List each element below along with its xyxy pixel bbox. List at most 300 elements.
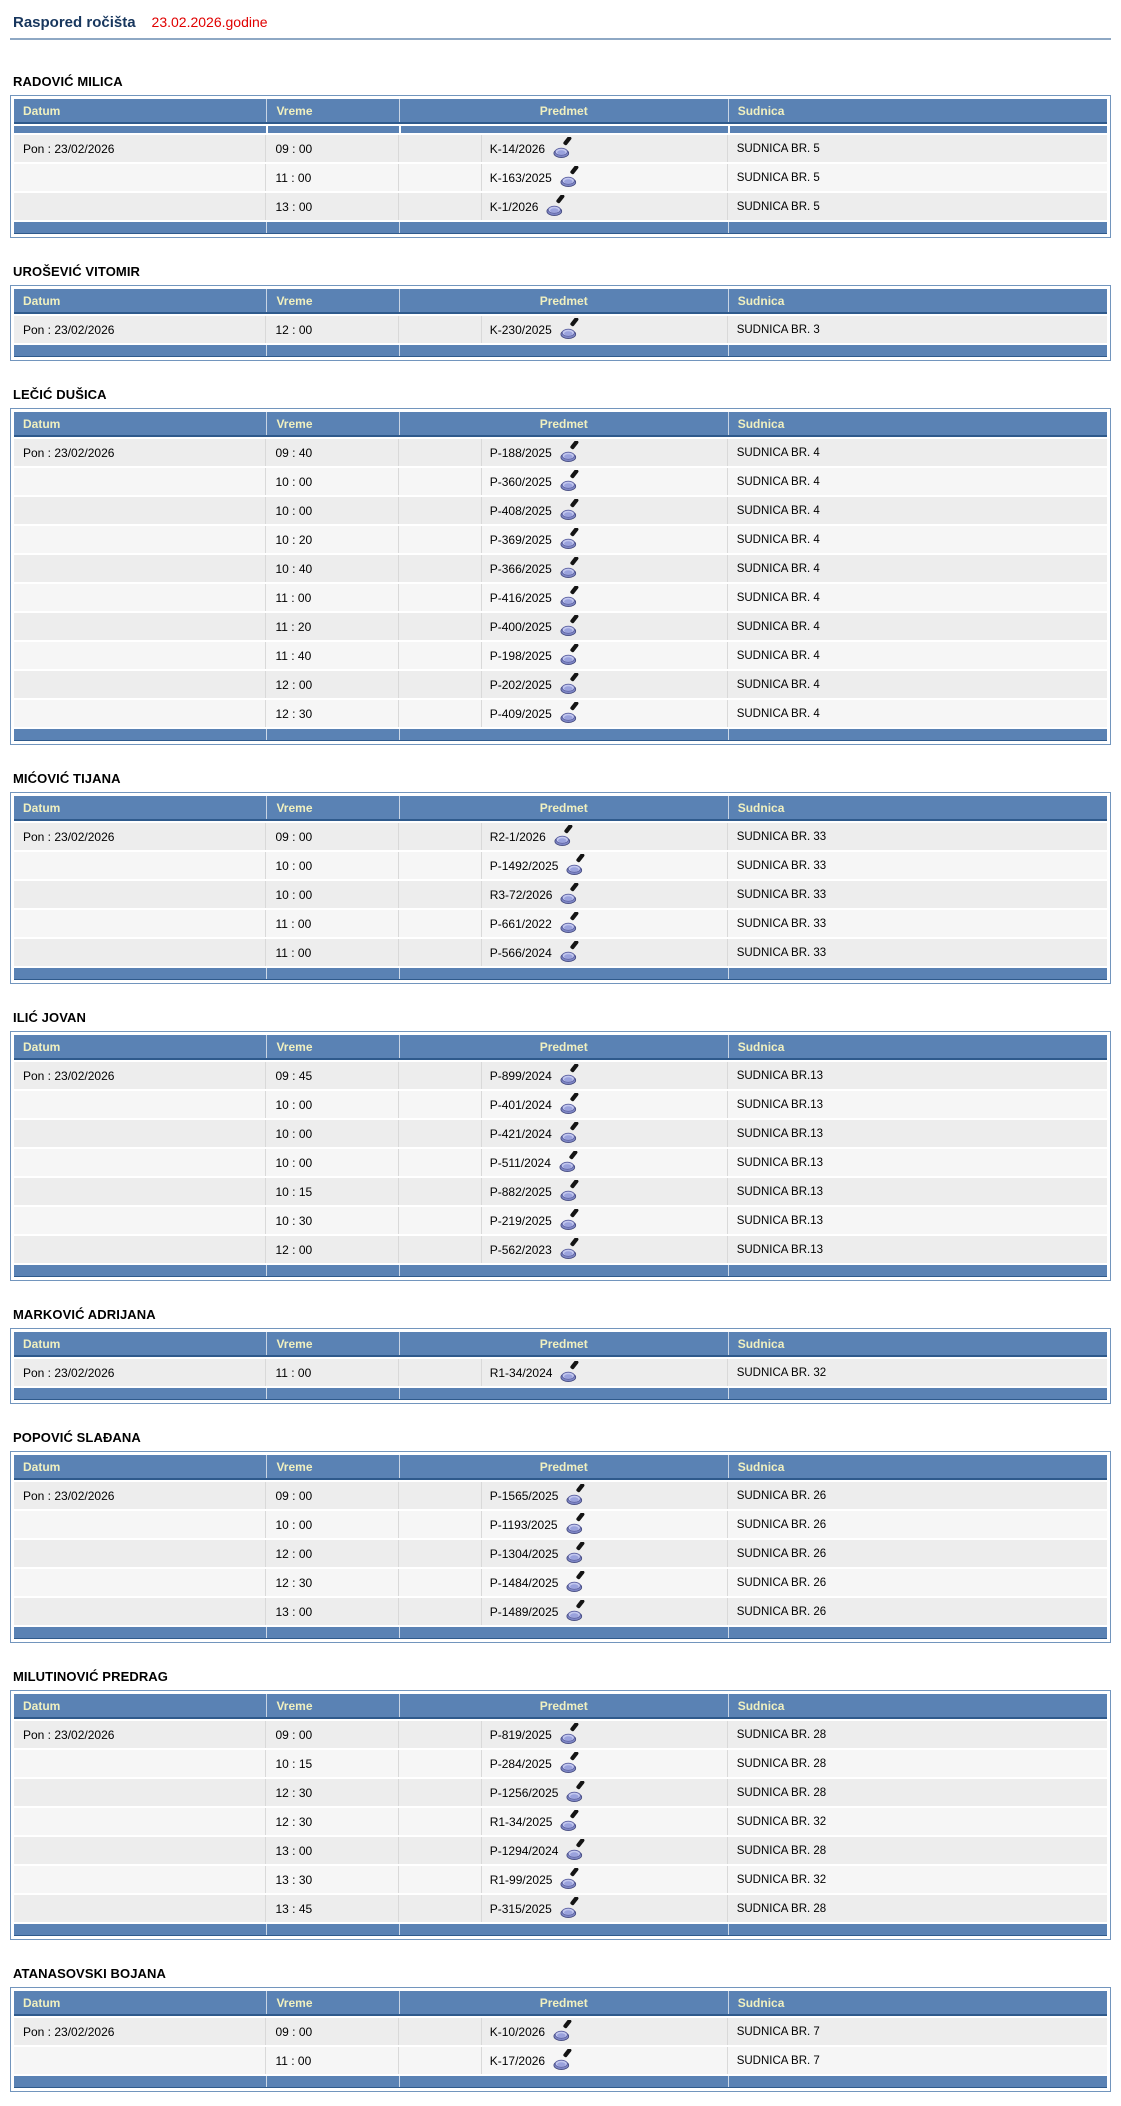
- cell-sudnica: SUDNICA BR. 26: [728, 1482, 1107, 1509]
- column-header-sudnica: Sudnica: [728, 99, 1107, 122]
- column-header-datum: Datum: [23, 104, 61, 118]
- case-number: P-409/2025: [489, 706, 552, 721]
- cell-sudnica: SUDNICA BR. 4: [728, 526, 1107, 553]
- cell-datum: [14, 1598, 266, 1625]
- cell-sudnica: SUDNICA BR. 5: [728, 135, 1107, 162]
- table-row: [14, 191, 1107, 220]
- column-header-vreme: Vreme: [266, 289, 398, 312]
- cell-sudnica: SUDNICA BR. 33: [728, 910, 1107, 937]
- judge-section: [10, 264, 1111, 361]
- cell-predmet: [399, 1750, 728, 1777]
- stamp-icon[interactable]: [559, 448, 579, 458]
- stamp-icon[interactable]: [552, 2056, 572, 2066]
- table-header-row: [14, 796, 1107, 821]
- cell-sudnica: SUDNICA BR. 26: [728, 1598, 1107, 1625]
- case-number: P-1489/2025: [489, 1604, 559, 1619]
- table-row: [14, 1806, 1107, 1835]
- predmet-spacer: [399, 939, 482, 966]
- table-row: [14, 524, 1107, 553]
- stamp-icon[interactable]: [559, 919, 579, 929]
- cell-sudnica: SUDNICA BR.13: [728, 1120, 1107, 1147]
- cell-vreme: 13 : 00: [266, 193, 398, 220]
- table-row: [14, 698, 1107, 727]
- cell-vreme: 11 : 00: [266, 164, 398, 191]
- case-number: P-899/2024: [489, 1068, 552, 1083]
- stamp-icon[interactable]: [559, 651, 579, 661]
- cell-predmet: [399, 642, 728, 669]
- cell-datum: [14, 1149, 266, 1176]
- cell-datum: [14, 1511, 266, 1538]
- table-row: [14, 1748, 1107, 1777]
- judge-section: [10, 1307, 1111, 1404]
- case-number: P-284/2025: [489, 1756, 552, 1771]
- cell-sudnica: SUDNICA BR. 28: [728, 1895, 1107, 1922]
- cell-predmet: [399, 135, 728, 162]
- cell-datum: [14, 1866, 266, 1893]
- stamp-icon[interactable]: [559, 1875, 579, 1885]
- judge-name: POPOVIĆ SLAĐANA: [13, 1430, 141, 1445]
- cell-datum: [14, 642, 266, 669]
- cell-vreme: 10 : 20: [266, 526, 398, 553]
- predmet-spacer: [399, 164, 482, 191]
- judge-section: [10, 74, 1111, 238]
- cell-vreme: 10 : 00: [266, 1120, 398, 1147]
- cell-datum: [14, 526, 266, 553]
- cell-datum: Pon : 23/02/2026: [14, 1721, 266, 1748]
- stamp-icon[interactable]: [559, 593, 579, 603]
- table-row: [14, 1234, 1107, 1263]
- cell-sudnica: SUDNICA BR.13: [728, 1207, 1107, 1234]
- case-number: P-661/2022: [489, 916, 552, 931]
- table-row: [14, 1176, 1107, 1205]
- cell-vreme: 09 : 40: [266, 439, 398, 466]
- cell-sudnica: SUDNICA BR.13: [728, 1149, 1107, 1176]
- table-row: [14, 937, 1107, 966]
- table-body: [14, 1060, 1107, 1263]
- cell-vreme: 10 : 00: [266, 497, 398, 524]
- cell-sudnica: SUDNICA BR. 32: [728, 1359, 1107, 1386]
- judge-name: MILUTINOVIĆ PREDRAG: [13, 1669, 169, 1684]
- schedule-table: [10, 1031, 1111, 1281]
- table-footer-strip: [14, 2076, 1107, 2088]
- table-row: [14, 1567, 1107, 1596]
- cell-vreme: 09 : 00: [266, 1482, 398, 1509]
- case-number: R1-99/2025: [489, 1872, 553, 1887]
- predmet-spacer: [399, 1779, 482, 1806]
- predmet-spacer: [399, 1866, 482, 1893]
- table-footer-strip: [14, 968, 1107, 980]
- cell-predmet: [399, 164, 728, 191]
- table-header-row: [14, 289, 1107, 314]
- cell-predmet: [399, 497, 728, 524]
- cell-datum: [14, 1091, 266, 1118]
- table-row: [14, 2045, 1107, 2074]
- cell-sudnica: SUDNICA BR.13: [728, 1091, 1107, 1118]
- table-footer-strip: [14, 345, 1107, 357]
- column-header-vreme: Vreme: [266, 1694, 398, 1717]
- schedule-table: [10, 1690, 1111, 1940]
- judge-name: UROŠEVIĆ VITOMIR: [13, 264, 141, 279]
- stamp-icon[interactable]: [559, 173, 579, 183]
- cell-sudnica: SUDNICA BR. 33: [728, 852, 1107, 879]
- cell-vreme: 10 : 00: [266, 1091, 398, 1118]
- cell-predmet: [399, 852, 728, 879]
- cell-sudnica: SUDNICA BR. 4: [728, 468, 1107, 495]
- judge-section: [10, 771, 1111, 984]
- cell-datum: [14, 700, 266, 727]
- cell-sudnica: SUDNICA BR. 26: [728, 1511, 1107, 1538]
- cell-vreme: 12 : 00: [266, 1540, 398, 1567]
- column-header-predmet: Predmet: [399, 99, 728, 122]
- cell-datum: [14, 939, 266, 966]
- schedule-table: [10, 792, 1111, 984]
- table-body: [14, 133, 1107, 220]
- cell-datum: [14, 1540, 266, 1567]
- cell-vreme: 09 : 00: [266, 1721, 398, 1748]
- stamp-icon[interactable]: [559, 948, 579, 958]
- cell-sudnica: SUDNICA BR. 28: [728, 1721, 1107, 1748]
- cell-predmet: [399, 1236, 728, 1263]
- case-number: P-1492/2025: [489, 858, 559, 873]
- table-row: [14, 162, 1107, 191]
- cell-datum: [14, 1236, 266, 1263]
- case-number: P-219/2025: [489, 1213, 552, 1228]
- cell-datum: [14, 1837, 266, 1864]
- case-number: P-202/2025: [489, 677, 552, 692]
- case-number: P-401/2024: [489, 1097, 552, 1112]
- predmet-spacer: [399, 1149, 482, 1176]
- judge-name: ATANASOVSKI BOJANA: [13, 1966, 166, 1981]
- table-body: [14, 1357, 1107, 1386]
- cell-sudnica: SUDNICA BR. 32: [728, 1866, 1107, 1893]
- predmet-spacer: [399, 852, 482, 879]
- cell-predmet: [399, 193, 728, 220]
- cell-vreme: 11 : 20: [266, 613, 398, 640]
- cell-sudnica: SUDNICA BR. 28: [728, 1837, 1107, 1864]
- cell-predmet: [399, 468, 728, 495]
- column-header-predmet: Predmet: [399, 289, 728, 312]
- predmet-spacer: [399, 1482, 482, 1509]
- table-row: [14, 553, 1107, 582]
- schedule-table: [10, 1328, 1111, 1404]
- case-number: P-416/2025: [489, 590, 552, 605]
- cell-predmet: [399, 1091, 728, 1118]
- stamp-icon[interactable]: [553, 832, 573, 842]
- schedule-table: [10, 95, 1111, 238]
- cell-vreme: 10 : 30: [266, 1207, 398, 1234]
- cell-vreme: 11 : 00: [266, 939, 398, 966]
- judge-name: LEČIĆ DUŠICA: [13, 387, 107, 402]
- table-row: [14, 1777, 1107, 1806]
- judge-name: RADOVIĆ MILICA: [13, 74, 123, 89]
- stamp-icon[interactable]: [559, 1904, 579, 1914]
- column-header-sudnica: Sudnica: [728, 1035, 1107, 1058]
- cell-predmet: [399, 1721, 728, 1748]
- table-row: [14, 669, 1107, 698]
- cell-vreme: 12 : 30: [266, 1779, 398, 1806]
- cell-vreme: 11 : 00: [266, 2047, 398, 2074]
- table-row: [14, 1118, 1107, 1147]
- sections-container: [10, 74, 1111, 2092]
- case-number: R3-72/2026: [489, 887, 553, 902]
- cell-datum: [14, 1207, 266, 1234]
- table-header-row: [14, 1035, 1107, 1060]
- column-header-datum: Datum: [23, 1040, 61, 1054]
- cell-vreme: 13 : 00: [266, 1598, 398, 1625]
- table-row: [14, 1538, 1107, 1567]
- case-number: P-1565/2025: [489, 1488, 559, 1503]
- judge-section: [10, 1669, 1111, 1940]
- predmet-spacer: [399, 1721, 482, 1748]
- table-body: [14, 2016, 1107, 2074]
- stamp-icon[interactable]: [565, 861, 585, 871]
- table-body: [14, 314, 1107, 343]
- stamp-icon[interactable]: [559, 1730, 579, 1740]
- case-number: R2-1/2026: [489, 829, 546, 844]
- cell-datum: [14, 1895, 266, 1922]
- predmet-spacer: [399, 613, 482, 640]
- cell-predmet: [399, 584, 728, 611]
- table-row: [14, 850, 1107, 879]
- predmet-spacer: [399, 1091, 482, 1118]
- stamp-icon[interactable]: [559, 1071, 579, 1081]
- cell-sudnica: SUDNICA BR. 4: [728, 555, 1107, 582]
- cell-vreme: 12 : 30: [266, 700, 398, 727]
- case-number: P-566/2024: [489, 945, 552, 960]
- predmet-spacer: [399, 1178, 482, 1205]
- column-header-datum: Datum: [23, 1996, 61, 2010]
- case-number: P-1294/2024: [489, 1843, 559, 1858]
- predmet-spacer: [399, 2018, 482, 2045]
- cell-vreme: 09 : 00: [266, 2018, 398, 2045]
- stamp-icon[interactable]: [559, 1817, 579, 1827]
- case-number: R1-34/2024: [489, 1365, 553, 1380]
- cell-predmet: [399, 439, 728, 466]
- stamp-icon[interactable]: [559, 1216, 579, 1226]
- cell-datum: Pon : 23/02/2026: [14, 316, 266, 343]
- cell-vreme: 12 : 30: [266, 1569, 398, 1596]
- table-footer-strip: [14, 222, 1107, 234]
- predmet-spacer: [399, 642, 482, 669]
- predmet-spacer: [399, 1808, 482, 1835]
- column-header-sudnica: Sudnica: [728, 1332, 1107, 1355]
- table-header-row: [14, 1991, 1107, 2016]
- cell-sudnica: SUDNICA BR.13: [728, 1178, 1107, 1205]
- predmet-spacer: [399, 700, 482, 727]
- table-row: [14, 1509, 1107, 1538]
- column-header-predmet: Predmet: [399, 796, 728, 819]
- case-number: P-369/2025: [489, 532, 552, 547]
- cell-sudnica: SUDNICA BR. 33: [728, 881, 1107, 908]
- predmet-spacer: [399, 468, 482, 495]
- stamp-icon[interactable]: [552, 144, 572, 154]
- table-row: [14, 1893, 1107, 1922]
- stamp-icon[interactable]: [559, 1100, 579, 1110]
- column-header-sudnica: Sudnica: [728, 796, 1107, 819]
- cell-vreme: 11 : 00: [266, 584, 398, 611]
- column-header-vreme: Vreme: [266, 1035, 398, 1058]
- table-row: [14, 1480, 1107, 1509]
- stamp-icon[interactable]: [565, 1846, 585, 1856]
- header-subrow-strip: [14, 126, 1107, 133]
- column-header-datum: Datum: [23, 417, 61, 431]
- stamp-icon[interactable]: [565, 1607, 585, 1617]
- table-row: [14, 1719, 1107, 1748]
- cell-vreme: 11 : 00: [266, 1359, 398, 1386]
- cell-datum: [14, 613, 266, 640]
- table-header-row: [14, 1694, 1107, 1719]
- cell-vreme: 12 : 00: [266, 1236, 398, 1263]
- cell-sudnica: SUDNICA BR. 4: [728, 671, 1107, 698]
- predmet-spacer: [399, 555, 482, 582]
- table-header-row: [14, 99, 1107, 124]
- table-body: [14, 1719, 1107, 1922]
- stamp-icon[interactable]: [558, 1158, 578, 1168]
- table-row: [14, 133, 1107, 162]
- cell-datum: [14, 910, 266, 937]
- cell-datum: [14, 2047, 266, 2074]
- stamp-icon[interactable]: [559, 564, 579, 574]
- table-header-row: [14, 1332, 1107, 1357]
- stamp-icon[interactable]: [559, 325, 579, 335]
- table-row: [14, 611, 1107, 640]
- cell-datum: [14, 1178, 266, 1205]
- cell-vreme: 10 : 40: [266, 555, 398, 582]
- stamp-icon[interactable]: [559, 1129, 579, 1139]
- cell-datum: Pon : 23/02/2026: [14, 823, 266, 850]
- table-row: [14, 1357, 1107, 1386]
- table-row: [14, 437, 1107, 466]
- cell-sudnica: SUDNICA BR.13: [728, 1062, 1107, 1089]
- cell-sudnica: SUDNICA BR. 4: [728, 642, 1107, 669]
- table-footer-strip: [14, 729, 1107, 741]
- cell-datum: Pon : 23/02/2026: [14, 135, 266, 162]
- cell-vreme: 09 : 00: [266, 135, 398, 162]
- predmet-spacer: [399, 1207, 482, 1234]
- stamp-icon[interactable]: [545, 202, 565, 212]
- predmet-spacer: [399, 881, 482, 908]
- predmet-spacer: [399, 526, 482, 553]
- column-header-predmet: Predmet: [399, 1991, 728, 2014]
- cell-sudnica: SUDNICA BR. 7: [728, 2018, 1107, 2045]
- stamp-icon[interactable]: [559, 890, 579, 900]
- predmet-spacer: [399, 1895, 482, 1922]
- predmet-spacer: [399, 1569, 482, 1596]
- cell-predmet: [399, 2018, 728, 2045]
- table-row: [14, 908, 1107, 937]
- cell-sudnica: SUDNICA BR. 5: [728, 193, 1107, 220]
- predmet-spacer: [399, 671, 482, 698]
- column-header-datum: Datum: [23, 801, 61, 815]
- cell-vreme: 10 : 00: [266, 468, 398, 495]
- cell-datum: [14, 1808, 266, 1835]
- cell-predmet: [399, 823, 728, 850]
- case-number: P-1484/2025: [489, 1575, 559, 1590]
- case-number: P-366/2025: [489, 561, 552, 576]
- cell-sudnica: SUDNICA BR. 4: [728, 613, 1107, 640]
- column-header-sudnica: Sudnica: [728, 1455, 1107, 1478]
- cell-vreme: 10 : 15: [266, 1178, 398, 1205]
- cell-predmet: [399, 910, 728, 937]
- cell-datum: [14, 671, 266, 698]
- stamp-icon[interactable]: [559, 1245, 579, 1255]
- cell-predmet: [399, 1895, 728, 1922]
- judge-section: [10, 1966, 1111, 2092]
- predmet-spacer: [399, 439, 482, 466]
- column-header-vreme: Vreme: [266, 412, 398, 435]
- stamp-icon[interactable]: [552, 2027, 572, 2037]
- stamp-icon[interactable]: [559, 506, 579, 516]
- column-header-vreme: Vreme: [266, 99, 398, 122]
- cell-vreme: 10 : 00: [266, 852, 398, 879]
- stamp-icon[interactable]: [559, 622, 579, 632]
- stamp-icon[interactable]: [565, 1520, 585, 1530]
- stamp-icon[interactable]: [565, 1578, 585, 1588]
- table-row: [14, 1835, 1107, 1864]
- cell-sudnica: SUDNICA BR. 4: [728, 497, 1107, 524]
- column-header-datum: Datum: [23, 1460, 61, 1474]
- predmet-spacer: [399, 135, 482, 162]
- table-row: [14, 1147, 1107, 1176]
- case-number: K-163/2025: [489, 170, 552, 185]
- stamp-icon[interactable]: [559, 680, 579, 690]
- page-header: [10, 8, 1111, 40]
- predmet-spacer: [399, 316, 482, 343]
- page-title: Raspored ročišta: [13, 14, 136, 31]
- cell-sudnica: SUDNICA BR. 28: [728, 1750, 1107, 1777]
- case-number: K-10/2026: [489, 2024, 546, 2039]
- stamp-icon[interactable]: [565, 1549, 585, 1559]
- column-header-vreme: Vreme: [266, 1455, 398, 1478]
- table-body: [14, 1480, 1107, 1625]
- cell-datum: [14, 1569, 266, 1596]
- predmet-spacer: [399, 2047, 482, 2074]
- table-footer-strip: [14, 1627, 1107, 1639]
- predmet-spacer: [399, 1511, 482, 1538]
- cell-vreme: 13 : 45: [266, 1895, 398, 1922]
- stamp-icon[interactable]: [559, 1759, 579, 1769]
- cell-predmet: [399, 1207, 728, 1234]
- predmet-spacer: [399, 1540, 482, 1567]
- cell-predmet: [399, 1837, 728, 1864]
- column-header-vreme: Vreme: [266, 1332, 398, 1355]
- stamp-icon[interactable]: [559, 709, 579, 719]
- cell-predmet: [399, 1149, 728, 1176]
- case-number: P-315/2025: [489, 1901, 552, 1916]
- cell-vreme: 10 : 00: [266, 1511, 398, 1538]
- cell-predmet: [399, 1062, 728, 1089]
- case-number: R1-34/2025: [489, 1814, 553, 1829]
- table-row: [14, 1089, 1107, 1118]
- stamp-icon[interactable]: [559, 1368, 579, 1378]
- stamp-icon[interactable]: [565, 1788, 585, 1798]
- stamp-icon[interactable]: [565, 1491, 585, 1501]
- cell-datum: [14, 881, 266, 908]
- table-row: [14, 821, 1107, 850]
- column-header-sudnica: Sudnica: [728, 289, 1107, 312]
- cell-predmet: [399, 1866, 728, 1893]
- table-row: [14, 1596, 1107, 1625]
- stamp-icon[interactable]: [559, 477, 579, 487]
- judge-section: [10, 387, 1111, 745]
- stamp-icon[interactable]: [559, 1187, 579, 1197]
- case-number: P-421/2024: [489, 1126, 552, 1141]
- case-number: P-882/2025: [489, 1184, 552, 1199]
- predmet-spacer: [399, 584, 482, 611]
- cell-sudnica: SUDNICA BR. 4: [728, 439, 1107, 466]
- stamp-icon[interactable]: [559, 535, 579, 545]
- schedule-table: [10, 1987, 1111, 2092]
